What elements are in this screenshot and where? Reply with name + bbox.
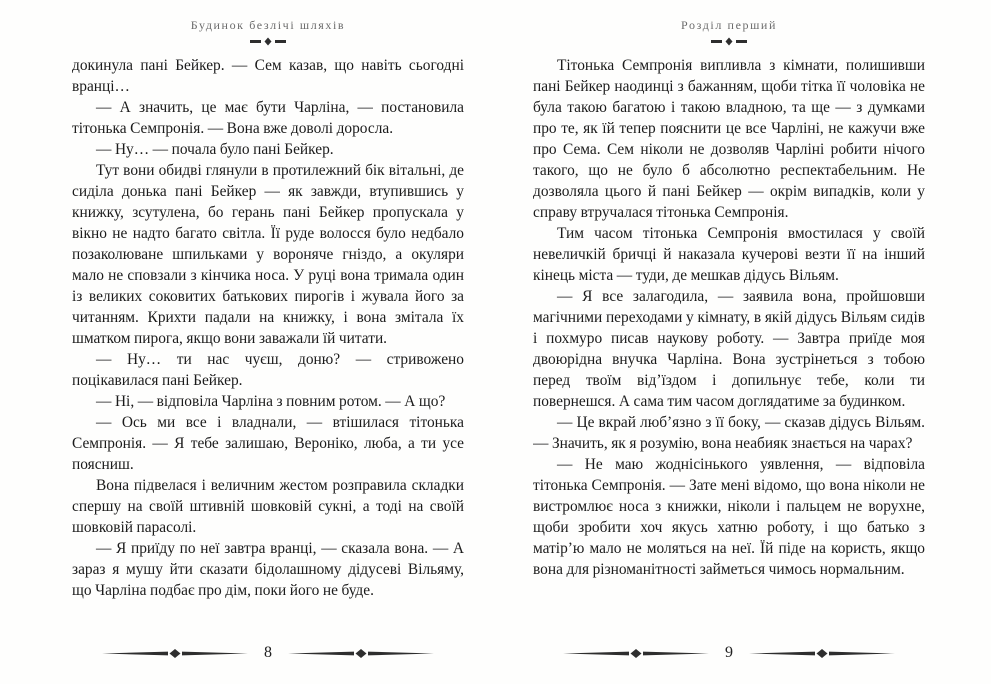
- footer-rule-right-icon: [747, 648, 897, 659]
- page-left: [72, 18, 464, 662]
- paragraph: — Я все залагодила, — заявила вона, пройшовши магічними переходами у кімнату, в якій дідусь Вільям сидів і похмуро писав наукову роботу. — Завтра приїде моя двоюрідна внучка Чарліна. Вона зустрінеться з тобою перед твоїм від’їздом і допильнує тебе, коли ти повернешся. А сама тим часом доглядатиме за будинком.: [533, 288, 925, 410]
- paragraph: докинула пані Бейкер. — Сем казав, що навіть сьогодні вранці…: [72, 57, 464, 95]
- page-number: 8: [264, 644, 272, 661]
- header-ornament-icon: [711, 37, 747, 46]
- page-body-left: [72, 55, 464, 638]
- paragraph: — Ну… ти нас чуєш, доню? — стривожено поцікавилася пані Бейкер.: [72, 351, 464, 389]
- paragraph: — Ось ми все і владнали, — втішилася тітонька Семпронія. — Я тебе залишаю, Вероніко, люба, а ти усе поясниш.: [72, 414, 464, 473]
- page-footer-right: [533, 638, 925, 662]
- paragraph: Тітонька Семпронія випливла з кімнати, полишивши пані Бейкер наодинці з бажанням, щоби тітка її чоловіка не була такою багатою і такою владною, та ще — з думками про те, як їй тепер пояснити це все Чарліні, не кажучи вже про Сема. Сем ніколи не дозволяв Чарліні робити нічого такого, що не було б абсолютно респектабельним. Не дозволяла цього й пані Бейкер — окрім випадків, коли у справу втручалася тітонька Семпронія.: [533, 57, 925, 221]
- paragraph: Тим часом тітонька Семпронія вмостилася у своїй невеличкій бричці й наказала кучерові везти її на інший кінець міста — туди, де мешкав дідусь Вільям.: [533, 225, 925, 284]
- running-head-right: Розділ перший: [681, 18, 777, 32]
- paragraph: — Ні, — відповіла Чарліна з повним ротом. — А що?: [96, 393, 446, 410]
- running-head-left: Будинок безлічі шляхів: [190, 18, 346, 32]
- paragraph: — А значить, це має бути Чарліна, — постановила тітонька Семпронія. — Вона вже доволі доросла.: [72, 99, 464, 137]
- footer-rule-left-icon: [100, 648, 250, 659]
- paragraph: — Ну… — почала було пані Бейкер.: [96, 141, 334, 158]
- page-right: [533, 18, 925, 662]
- paragraph: — Не маю жоднісінького уявлення, — відповіла тітонька Семпронія. — Зате мені відомо, що вона ніколи не вистромлює носа з книжки, ніколи і пальцем не ворухне, щоби зробити хоч якусь хатню роботу, і що батько з матір’ю мало не моляться на неї. Їй піде на користь, якщо вона для різноманітності займеться чимось нормальним.: [533, 456, 925, 578]
- footer-rule-right-icon: [286, 648, 436, 659]
- paragraph: Вона підвелася і величним жестом розправила складки спершу на своїй штивній шовковій сукні, а тоді на своїй шовковій парасолі.: [72, 477, 464, 536]
- paragraph: — Це вкрай люб’язно з її боку, — сказав дідусь Вільям. — Значить, як я розумію, вона неабияк знається на чарах?: [533, 414, 925, 452]
- page-number: 9: [725, 644, 733, 661]
- page-body-right: [533, 55, 925, 638]
- paragraph: — Я приїду по неї завтра вранці, — сказала вона. — А зараз я мушу йти сказати бідолашному дідусеві Вільяму, що Чарліна подбає про дім, поки його не буде.: [72, 540, 464, 599]
- page-footer-left: [72, 638, 464, 662]
- footer-rule-left-icon: [561, 648, 711, 659]
- header-ornament-icon: [250, 37, 286, 46]
- paragraph: Тут вони обидві глянули в протилежний бік вітальні, де сиділа донька пані Бейкер — як завжди, втупившись у книжку, зсутулена, бо герань пані Бейкер пропускала у вікно не надто багато світла. Її руде волосся було недбало позаколюване шпильками у вороняче гніздо, а окуляри мало не сповзали з кінчика носа. У руці вона тримала один із великих соковитих батькових пирогів і жувала його за читанням. Крихти падали на книжку, і вона змітала їх шматком пирога, якщо вони заважали їй читати.: [72, 162, 464, 347]
